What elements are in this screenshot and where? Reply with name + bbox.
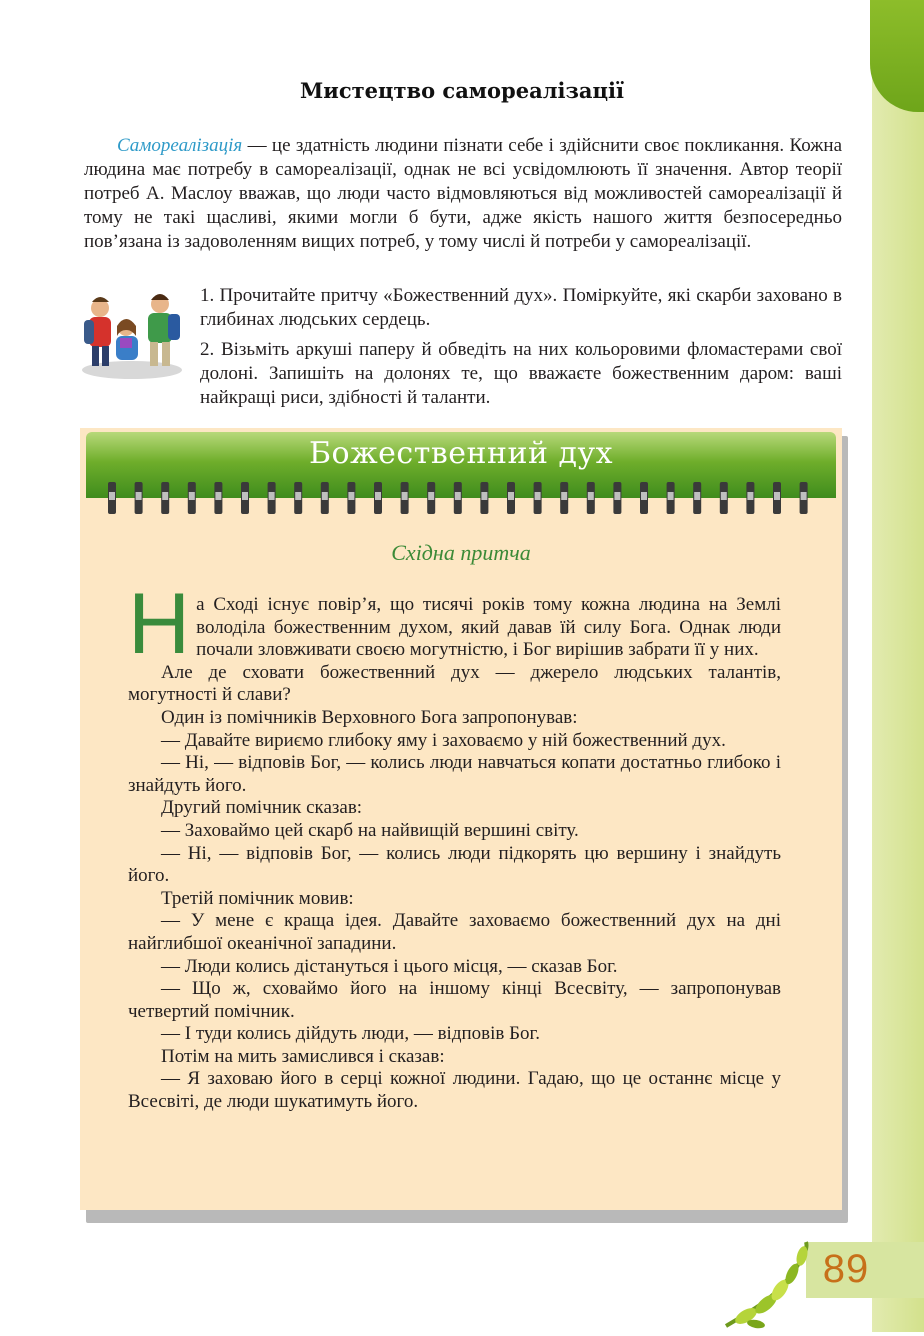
side-margin-strip [872,0,924,1332]
task-item: 2. Візьміть аркуші паперу й обведіть на них кольоровими фломастерами свої долоні. Запишіть на долонях те, що вважаєте божественним даром: ваші найкращі риси, здібності й таланти. [200,339,842,408]
binding-ring [800,482,808,514]
parable-subtitle: Східна притча [391,540,531,565]
binding-ring [347,482,355,514]
binding-ring [214,482,222,514]
binding-ring [454,482,462,514]
binding-ring [241,482,249,514]
binding-ring [773,482,781,514]
section-title: Мистецтво самореалізації [300,78,624,103]
binding-ring [294,482,302,514]
parable-text [128,576,781,1114]
story-paragraph: Третій помічник мовив: [161,887,354,909]
story-first-text: а Сході існує повір’я, що тисячі років тому кожна людина на Землі володіла божественним духом, який давав їй силу Бога. Однак люди почали зловживати своєю могутністю, і Бог вирішив забрати її у них. [196,594,781,661]
story-paragraph: Потім на мить замислився і сказав: [161,1045,445,1067]
binding-ring [321,482,329,514]
tasks-list [200,284,842,416]
binding-ring [480,482,488,514]
intro-term: Самореалізація [117,135,243,156]
story-paragraph: Але де сховати божественний дух — джерело людських талантів, могутності й слави? [128,661,781,706]
notebook-title: Божественний дух [308,436,614,471]
story-paragraph: — Ні, — відповів Бог, — колись люди навчаться копати достатньо глибоко і знайдуть його. [128,752,781,796]
story-paragraph: Другий помічник сказав: [161,797,363,819]
story-paragraph [128,576,781,672]
binding-ring [613,482,621,514]
binding-ring [374,482,382,514]
binding-ring [640,482,648,514]
binding-ring [587,482,595,514]
binding-ring [268,482,276,514]
binding-ring [108,482,116,514]
binding-ring [667,482,675,514]
task-item: 1. Прочитайте притчу «Божественний дух». Поміркуйте, які скарби заховано в глибинах людських сердець. [200,285,842,330]
story-paragraph: — Люди колись дістануться і цього місця, — сказав Бог. [161,955,618,977]
intro-paragraph [84,134,842,254]
binding-ring [427,482,435,514]
story-paragraph: — Заховаймо цей скарб на найвищій вершині світу. [161,819,579,841]
story-paragraph: — Ні, — відповів Бог, — колись люди підкорять цю вершину і знайдуть його. [128,842,781,887]
binding-ring [746,482,754,514]
binding-ring [188,482,196,514]
binding-ring [534,482,542,514]
story-paragraph: — Що ж, сховаймо його на іншому кінці Всесвіту, — запропонував четвертий помічник. [128,978,781,1022]
binding-ring [560,482,568,514]
binding-ring [161,482,169,514]
spiral-binding-rings [104,480,824,516]
story-paragraph: — Давайте вириємо глибоку яму і заховаємо у ній божественний дух. [161,729,726,751]
binding-ring [507,482,515,514]
binding-ring [720,482,728,514]
story-paragraph: — У мене є краща ідея. Давайте заховаємо божественний дух на дні найглибшої океанічної западини. [128,910,781,954]
story-paragraph: — Я заховаю його в серці кожної людини. Гадаю, що це останнє місце у Всесвіті, де люди шукатимуть його. [128,1068,781,1113]
intro-text: — це здатність людини пізнати себе і здійснити своє покликання. Кожна людина має потребу в самореалізації, однак не всі усвідомлюють її значення. Автор теорії потреб А. Маслоу вважав, що люди часто відмовляються від можливостей самореалізації й тому не такі щасливі, якими могли б бути, адже якість нашого життя безпосередньо пов’язана із задоволенням вищих потреб, у тому числі й потреби у самореалізації. [84,135,842,252]
drop-cap: Н [128,576,191,672]
binding-ring [693,482,701,514]
children-group-icon [80,284,184,380]
binding-ring [135,482,143,514]
story-paragraph: — І туди колись дійдуть люди, — відповів Бог. [161,1023,540,1045]
binding-ring [401,482,409,514]
story-paragraph: Один із помічників Верховного Бога запропонував: [161,706,578,728]
page-number: 89 [822,1247,870,1291]
